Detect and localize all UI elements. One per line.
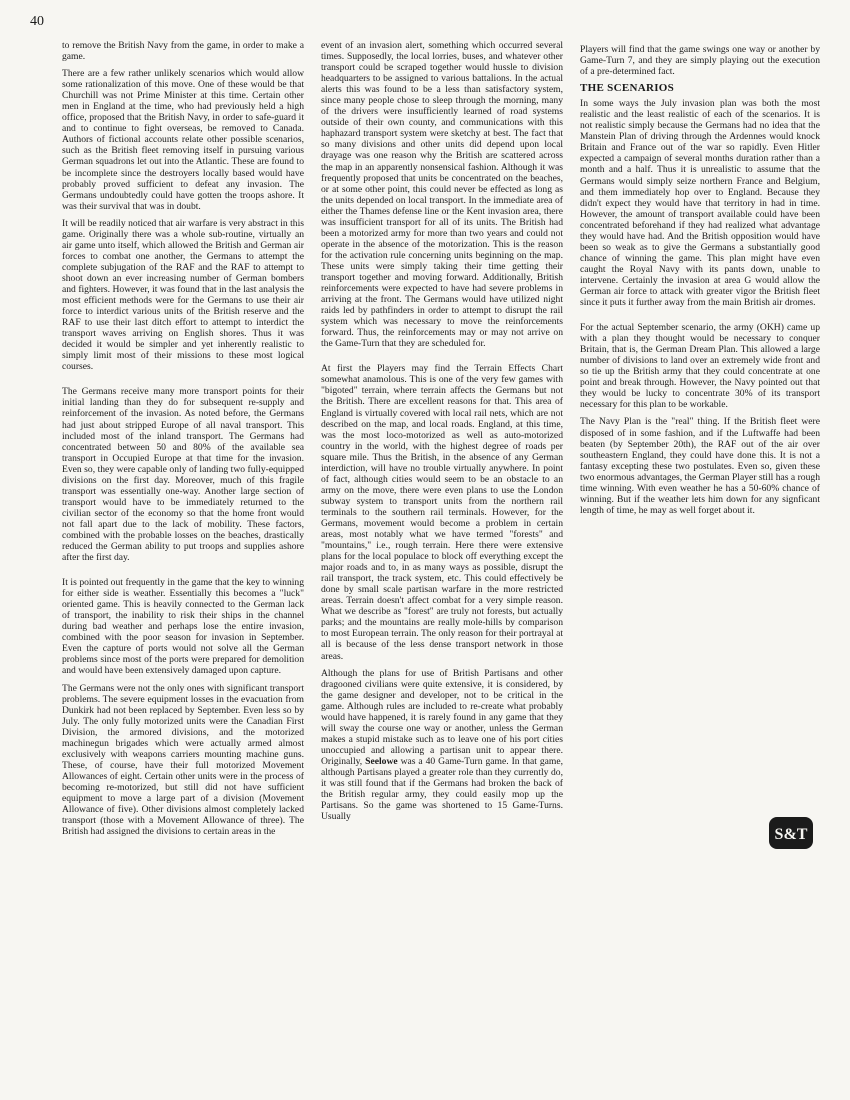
paragraph: The Germans receive many more transport points for their initial landing than they do for subsequent re-supply and reinforcement of the invasion. As noted before, the Germans had just about stripped Europe of all naval transport. This included most of the inland transport. The Germans had concentrated between 50 and 80% of the available sea transport in Occupied Europe at that time for the invasion. Even so, they were capable only of landing two fully-equipped divisions on the first day. Moreover, much of this fragile transport was essentially one-way. Another large section of transport would have to be immediately returned to the civilian sector of the economy so that the home front would not fall apart due to the lack of mobility. These factors, combined with the probable losses on the beaches, drastically reduced the German ability to put troops and supplies ashore after the first day. — [62, 386, 304, 564]
paragraph: For the actual September scenario, the army (OKH) came up with a plan they thought would be necessary to conquer Britain, that is, the German Dream Plan. This allowed a large number of divisions to land over an extremely wide front and so tie up the British army that they could concentrate at one point and break through. However, the Navy pointed out that they would be lucky to concentrate 30% of its transport necessary for this plan to be workable. — [580, 322, 820, 411]
paragraph: event of an invasion alert, something which occurred several times. Supposedly, the local lorries, buses, and whatever other transport could be scraped together would hussle to division headquarters to be assigned to various battalions. In the actual alerts this was found to be a less than satisfactory system, since many people chose to sleep through the morning, many of the drivers were insufficiently learned of road systems outside of their own county, and communications with this haphazard transport system were sketchy at best. The fact that so many divisions and other units did depend upon local drayage was one reason why the British are scattered across the map in an apparently nonsensical fashion. Although it was frequently proposed that units be concentrated on the beaches, or at some other point, this could never be effected as long as the units depended on local transport. In the immediate area of either the Thames defense line or the Kent invasion area, there was insufficient transport for all of its units. The British had been a motorized army for more than two years and could not operate in the absence of the motorization. This is the reason for the activation rule concerning units beginning on the map. These units were simply taking their time getting their transport together and moving forward. Additionally, British reinforcements were expected to have had severe problems in arriving at the front. The Germans would have utilized night raids led by pathfinders in order to attempt to disrupt the rail system which was necessary to move the reinforcements forward. Thus, the reinforcements may or may not arrive on the Game-Turn that they are scheduled for. — [321, 40, 563, 350]
column-right — [580, 44, 820, 522]
paragraph: It will be readily noticed that air warfare is very abstract in this game. Originally there was a whole sub-routine, virtually an air game unto itself, which allowed the British and German air forces to combat one another, the Germans to attempt the complete subjugation of the RAF and the RAF to attempt to shoot down an ever increasing number of German bombers and fighters. However, it was found that in the last analysis the most efficient methods were for the Germans to use their air force to interdict various units of the British reserve and the RAF to use their last ditch effort to attempt to interdict the transport waves arriving on English shores. Thus it was decided it would be simpler and yet inherently realistic to simply limit most of their missions to these most logical courses. — [62, 217, 304, 373]
paragraph-text: Although the plans for use of British Partisans and other dragooned civilians were quite extensive, it is considered, by the game designer and developer, not to be critical in the game. Although rules are included to re-create what probably would have happened, it is rarely found in any game that they will sway the course one way or another, unless the German makes a stupid mistake such as to leave one of his port cities unoccupied and allowing a partisan unit to appear there. Originally, — [321, 667, 563, 767]
page-number: 40 — [30, 14, 44, 29]
column-middle — [321, 40, 563, 828]
paragraph — [321, 668, 563, 823]
game-title: Seelowe — [365, 755, 398, 767]
paragraph: It is pointed out frequently in the game that the key to winning for either side is weather. Essentially this becomes a "luck" oriented game. This is heavily connected to the German lack of transport, the inability to risk their ships in the channel during bad weather and perhaps lose the entire invasion, combined with the poor season for invasion in September. Even the capture of ports would not solve all the German problems since most of the ports were prepared for demolition and would have been extensively damaged upon capture. — [62, 577, 304, 677]
paragraph: The Navy Plan is the "real" thing. If the British fleet were disposed of in some fashion, and if the Luftwaffe had been beaten (by September 20th), the RAF out of the air over southeastern England, they could have done this. It is not a fantasy excepting these two postulates. Even so, given these two enormous advantages, the German Player still has a rough time winning. With even weather he has a 50-60% chance of winning. But if the weather lets him down for any signficant length of time, he may as well forget about it. — [580, 416, 820, 516]
paragraph: In some ways the July invasion plan was both the most realistic and the least realistic of each of the scenarios. It is not realistic simply because the Germans had no idea that the Manstein Plan of driving through the Ardennes would knock Britain and France out of the war so rapidly. Even Hitler expected a campaign of several months duration rather than a month and a half. Thus it is unrealistic to assume that the Germans would simply seize northern France and Belgium, and them immediately hop over to England. Because they didn't expect they would have that territory in had in time. However, the amount of transport available could have been concentrated beforehand if they had realized what advantage they would have had. And the British opposition would have been so weak as to give the Germans a substantially good chance of winning the game. This plan might have even caught the Royal Navy with its pants down, unable to intervene. Certainly the invasion at area G would allow the German air force to attack with greater vigor the British fleet since it puts it further away from the main British air dromes. — [580, 98, 820, 309]
paragraph: At first the Players may find the Terrain Effects Chart somewhat anamolous. This is one of the very few games with "bigoted" terrain, where terrain affects the Germans but not the British. There are excellent reasons for that. This area of England is virtually covered with local rail nets, which are not described on the map, and local roads. England, at this time, was the most loco-motorized as well as auto-motorized country in the world, with the highest degree of roads per square mile. Thus the British, in the absence of any German interdiction, will have no trouble virtually anywhere. In point of fact, although cities would seem to be an obstacle to an army on the move, there were even plans to use the London subway system to transport units from the northern rail terminals to the southern rail terminals. However, for the Germans, movement would become a problem in certain areas, most notably what we have termed "forests" and "mountains," i.e., rough terrain. Here there were extensive plans for the local populace to block off everything except the major roads and to, in as many ways as possible, disrupt the rail transport, the track system, etc. This could effectively be done by small scale partisan warfare in the more restricted areas. Terrain doesn't affect combat for a very simple reason. What we describe as "forest" are truly not forests, but actually parks; and the mountains are really mole-hills by comparison to most European terrain. The only reason for their portrayal at all is because of the less dense transport network in those areas. — [321, 363, 563, 662]
column-left — [62, 40, 304, 843]
paragraph: Players will find that the game swings one way or another by Game-Turn 7, and they are simply playing out the execution of a pre-determined fact. — [580, 44, 820, 78]
publisher-logo — [768, 816, 814, 850]
paragraph-text: was a 40 Game-Turn game. In that game, although Partisans played a greater role than they currently do, it was still found that if the Germans had broken the back of the British regular army, they could easily mop up the Partisans. So the game was shortened to 15 Game-Turns. Usually — [321, 755, 563, 823]
logo-text: S&T — [774, 826, 808, 843]
section-heading: THE SCENARIOS — [580, 82, 675, 95]
paragraph: There are a few rather unlikely scenarios which would allow some rationalization of this move. One of these would be that Churchill was not Prime Minister at this time. Certain other men in England at the time, who had previously held a high office, proposed that the British Navy, in order to safe-guard it and to continue to fight overseas, be removed to Canada. Authors of fictional accounts relate other possible scenarios, such as the British fleet removing itself in pursuing various German squadrons let out into the Atlantic. These are found to be incomplete since the destroyers locally based would have probably proved sufficient to defeat any invasion. The Germans undoubtedly could have gotten the troops ashore. It was their survival that was in doubt. — [62, 68, 304, 212]
paragraph: The Germans were not the only ones with significant transport problems. The severe equipment losses in the evacuation from Dunkirk had not been replaced by September. Even less so by July. The only fully motorized units were the Canadian First Division, the armored divisions, and the motorized machinegun brigades which were actually armed almost exclusively with weapons carriers mounting machine guns. These, of course, have their full motorized Movement Allowances of eight. Certain other units were in the process of becoming re-motorized, but still did not have sufficient equipment to move a large part of a division (Movement Allowance of five). Other divisions almost completely lacked transport (those with a Movement Allowance of three). The British had assigned the divisions to certain areas in the — [62, 682, 304, 838]
paragraph: to remove the British Navy from the game, in order to make a game. — [62, 40, 304, 63]
